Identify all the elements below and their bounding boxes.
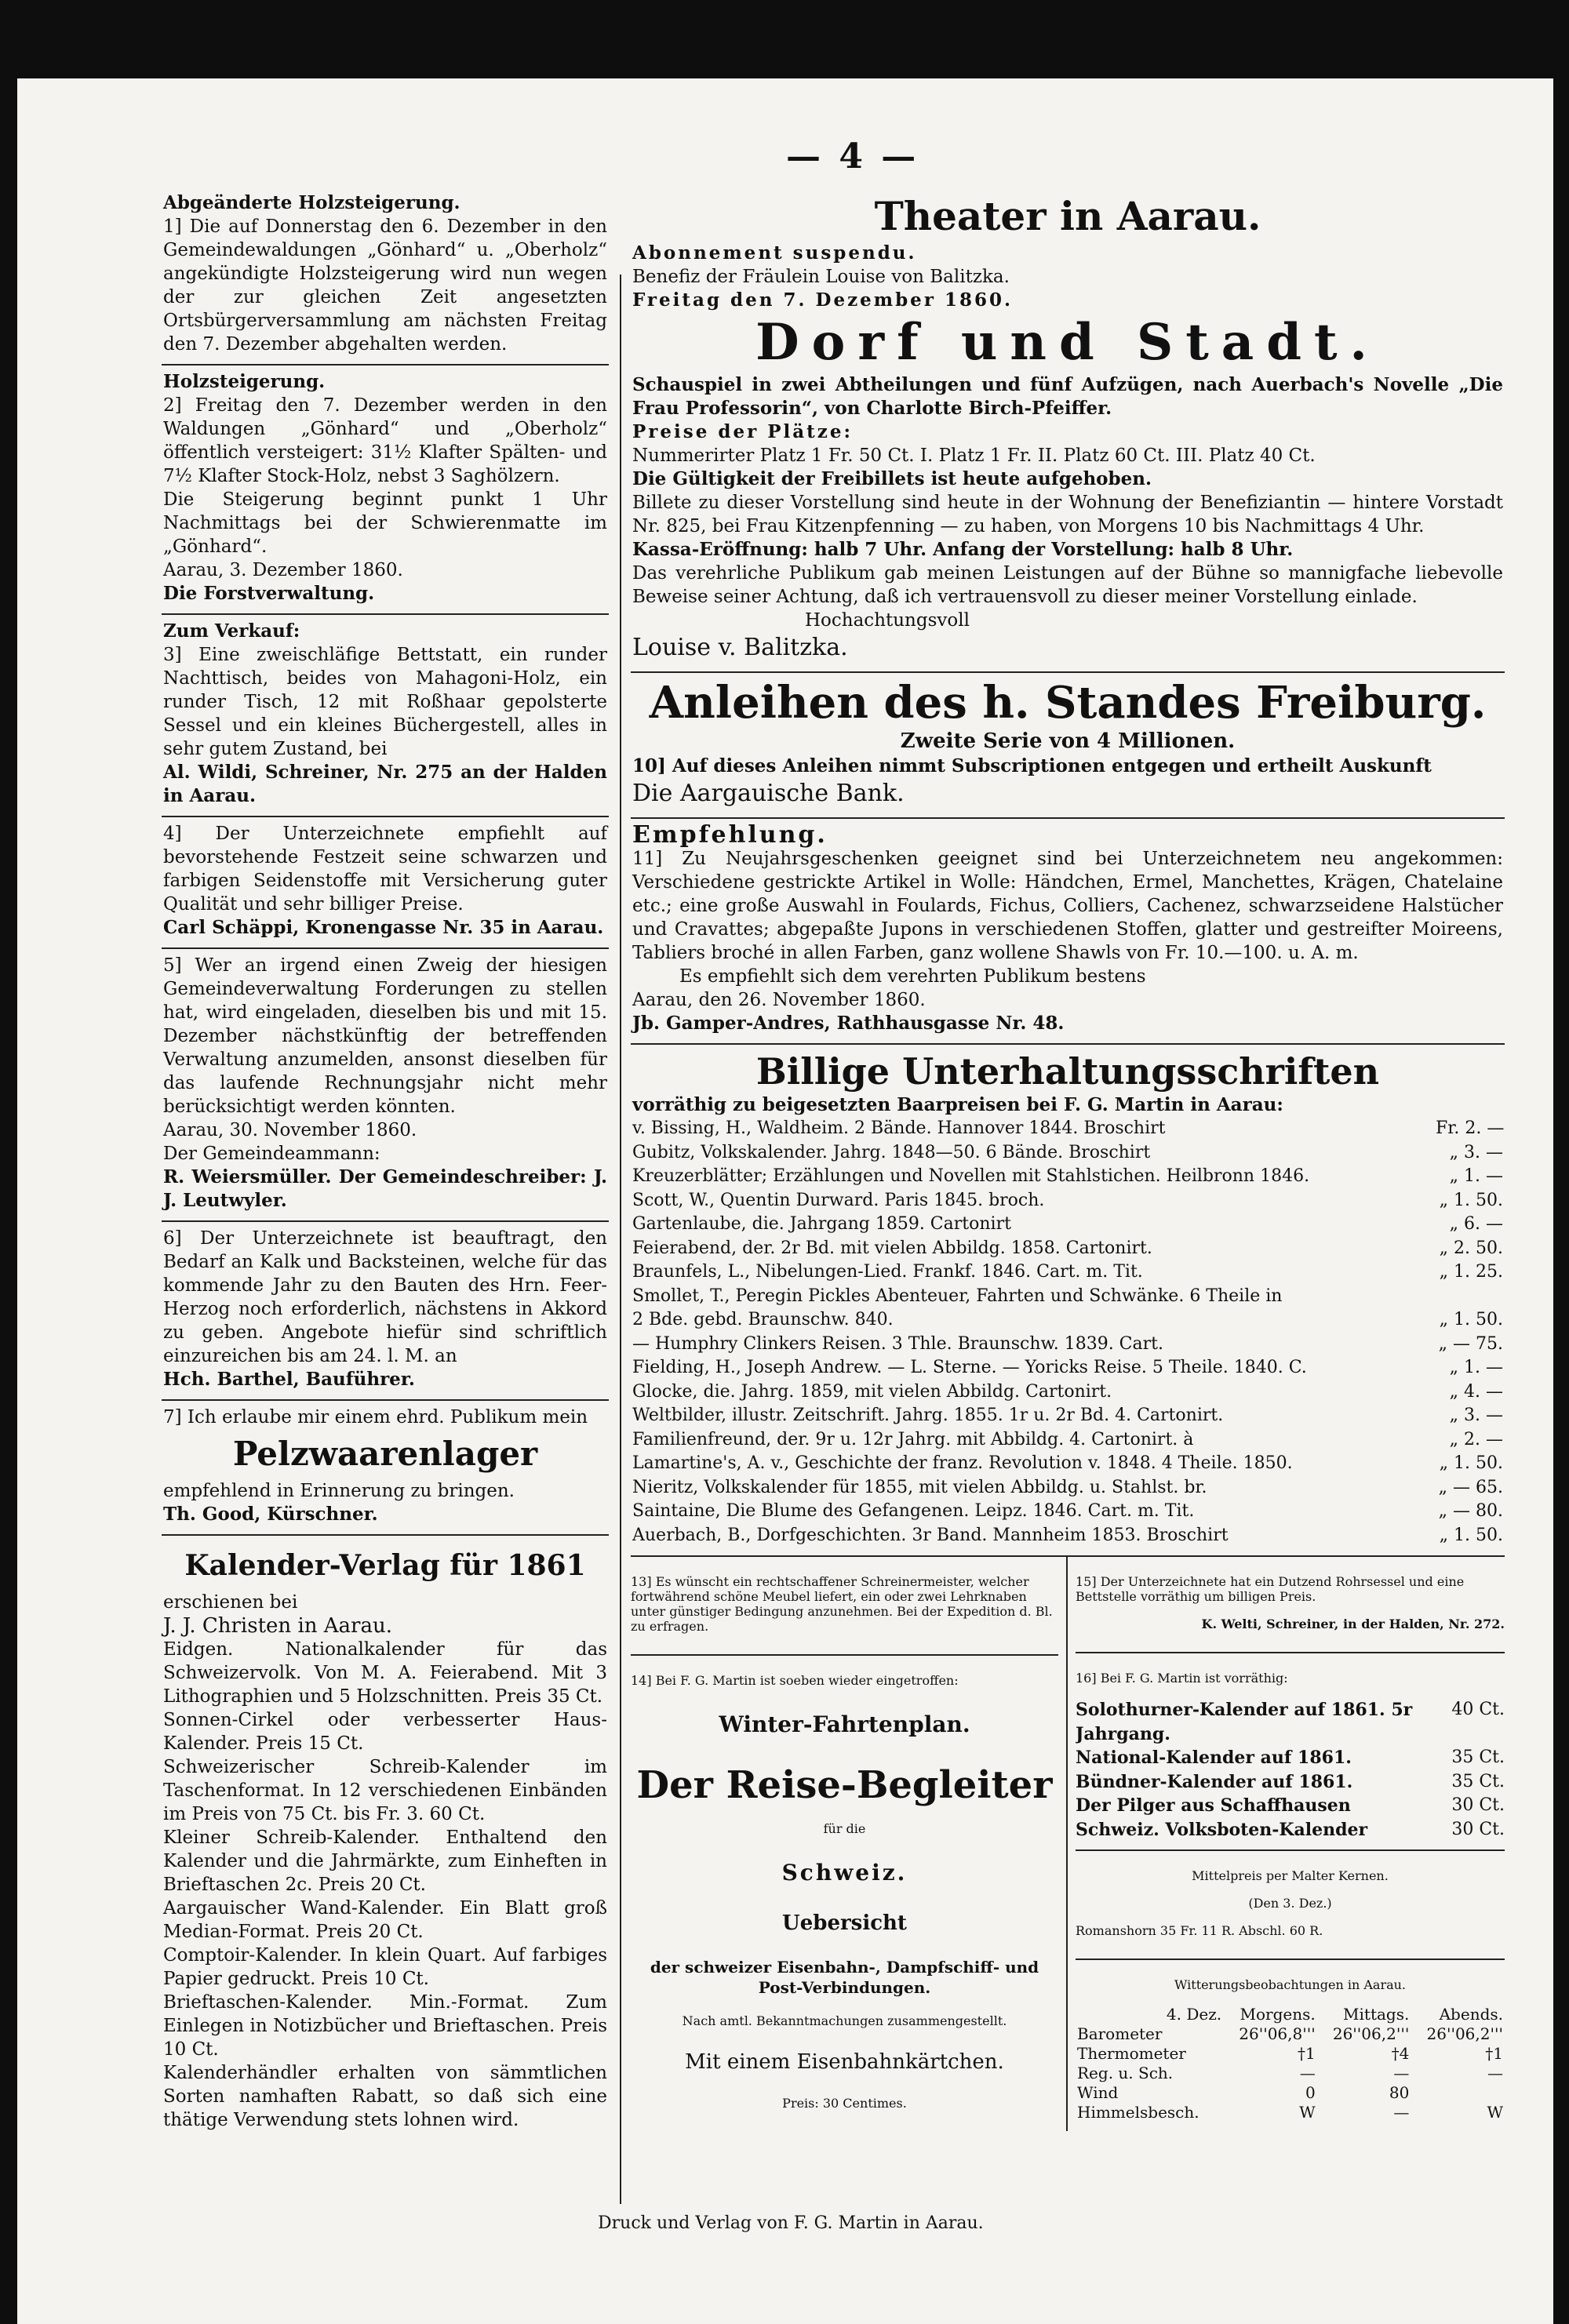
book-title: Kreuzerblätter; Erzählungen und Novellen mit Stahlstichen. Heilbronn 1846. bbox=[632, 1166, 1310, 1186]
book-price: „ 1. 50. bbox=[1439, 1453, 1503, 1473]
book-price: „ 3. — bbox=[1449, 1406, 1503, 1425]
left-ad-line: 6] Der Unterzeichnete ist beauftragt, den Bedarf an Kalk und Backsteinen, welche für das kommende Jahr zu den Bauten des Hrn. Feer-Herzog noch erforderlich, nächstens in Akkord zu geben. Angebote hiefür sind schriftlich einzureichen bis am 24. l. M. an bbox=[163, 1228, 607, 1366]
book-title: Scott, W., Quentin Durward. Paris 1845. broch. bbox=[632, 1190, 1045, 1210]
books-subtitle: vorräthig zu beigesetzten Baarpreisen bei F. G. Martin in Aarau: bbox=[632, 1094, 1283, 1115]
left-ad-headline: Pelzwaarenlager bbox=[232, 1435, 538, 1473]
left-ad-headline: Kalender-Verlag für 1861 bbox=[184, 1549, 586, 1582]
book-title: Fielding, H., Joseph Andrew. — L. Sterne. — Yoricks Reise. 5 Theile. 1840. C. bbox=[632, 1358, 1307, 1377]
market-date: (Den 3. Dez.) bbox=[1248, 1896, 1332, 1911]
ad-14 bbox=[631, 1656, 1058, 2131]
left-ad-line: Kleiner Schreib-Kalender. Enthaltend den Kalender und die Jahrmärkte, zum Einheften in Brieftaschen 2c. Preis 20 Ct. bbox=[163, 1828, 607, 1895]
book-price: „ 2. — bbox=[1449, 1429, 1503, 1449]
empfehlung-text2: Es empfiehlt sich dem verehrten Publikum bestens bbox=[679, 966, 1146, 987]
empfehlung-title: Empfehlung. bbox=[632, 821, 828, 849]
ad-16-text: 16] Bei F. G. Martin ist vorräthig: bbox=[1076, 1671, 1288, 1686]
book-item bbox=[632, 1404, 1503, 1428]
book-item bbox=[632, 1524, 1503, 1548]
book-item bbox=[632, 1380, 1503, 1405]
left-ad-line: Sonnen-Cirkel oder verbesserter Haus-Kalender. Preis 15 Ct. bbox=[163, 1710, 607, 1754]
weather-header-cell: Mittags. bbox=[1343, 2005, 1410, 2024]
show-times: Kassa-Eröffnung: halb 7 Uhr. Anfang der Vorstellung: halb 8 Uhr. bbox=[632, 539, 1294, 560]
left-ad-line: Schweizerischer Schreib-Kalender im Taschenformat. In 12 verschiedenen Einbänden im Preis von 75 Ct. bis Fr. 3. 60 Ct. bbox=[163, 1757, 607, 1824]
book-item bbox=[632, 1141, 1503, 1166]
ad-16 bbox=[1076, 1653, 1505, 1851]
calendar-title: Der Pilger aus Schaffhausen bbox=[1076, 1795, 1351, 1816]
empfehlung-text: 11] Zu Neujahrsgeschenken geeignet sind bei Unterzeichnetem neu angekommen: Verschiedene gestrickte Artikel in Wolle: Händchen, Ermel, Manchettes, Krägen, Chatelaine etc.; eine große Auswahl in Foulards, Fichus, Colliers, Cachenez, schwarzseidene Halstücher und Cravattes; abgepaßte Jupons in verschiedenen Stoffen, glatter und gestreifter Moireens, Tabliers broché in allen Farben, ganz wollene Shawls von Fr. 10.—100. u. A. m. bbox=[632, 849, 1503, 963]
weather-cell: †1 bbox=[1298, 2044, 1316, 2063]
left-ad-line: Der Gemeindeammann: bbox=[163, 1144, 380, 1164]
calendar-item bbox=[1076, 1746, 1505, 1770]
book-item bbox=[632, 1308, 1503, 1333]
left-ad-line: erschienen bei bbox=[163, 1592, 298, 1613]
book-price: Fr. 2. — bbox=[1436, 1118, 1505, 1138]
weather-cell: 80 bbox=[1389, 2083, 1410, 2102]
theater-line1: Abonnement suspendu. bbox=[632, 242, 917, 264]
left-ad-title: Zum Verkauf: bbox=[163, 620, 300, 642]
book-title: Glocke, die. Jahrg. 1859, mit vielen Abbildg. Cartonirt. bbox=[632, 1381, 1112, 1402]
left-ad-line: 3] Eine zweischläfige Bettstatt, ein runder Nachttisch, beides von Mahagoni-Holz, ein runder Tisch, 12 mit Roßhaar gepolsterte Sessel und ein kleines Büchergestell, alles in sehr gutem Zustand, bei bbox=[163, 645, 607, 759]
weather-row bbox=[1076, 2083, 1505, 2103]
weather-header-cell: 4. Dez. bbox=[1166, 2005, 1222, 2024]
book-title: v. Bissing, H., Waldheim. 2 Bände. Hannover 1844. Broschirt bbox=[632, 1118, 1166, 1138]
left-ad-8 bbox=[162, 1536, 609, 2140]
weather-cell: 26''06,2''' bbox=[1426, 2024, 1503, 2043]
book-title: 2 Bde. gebd. Braunschw. 840. bbox=[632, 1310, 894, 1329]
book-title: Gartenlaube, die. Jahrgang 1859. Cartonirt bbox=[632, 1214, 1011, 1234]
thanks-text: Das verehrliche Publikum gab meinen Leistungen auf der Bühne so mannigfache liebevolle Beweise seiner Achtung, daß ich vertrauensvoll zu dieser meiner Vorstellung einlade. bbox=[632, 563, 1503, 607]
left-ad-line: Comptoir-Kalender. In klein Quart. Auf farbiges Papier gedruckt. Preis 10 Ct. bbox=[163, 1945, 607, 1989]
left-ad-line: Aargauischer Wand-Kalender. Ein Blatt groß Median-Format. Preis 20 Ct. bbox=[163, 1898, 607, 1942]
left-ad-signature: Die Forstverwaltung. bbox=[163, 583, 375, 604]
left-ad-6 bbox=[162, 1222, 609, 1401]
book-item bbox=[632, 1476, 1503, 1500]
book-price: „ — 65. bbox=[1438, 1477, 1503, 1497]
weather-cell: Thermometer bbox=[1077, 2044, 1186, 2063]
weather-cell: Wind bbox=[1077, 2083, 1119, 2102]
theater-signature: Louise v. Balitzka. bbox=[632, 634, 848, 661]
weather-header-row bbox=[1076, 2005, 1505, 2024]
book-title: Weltbilder, illustr. Zeitschrift. Jahrg. 1855. 1r u. 2r Bd. 4. Cartonirt. bbox=[632, 1406, 1224, 1425]
theater-date: Freitag den 7. Dezember 1860. bbox=[632, 289, 1013, 311]
weather-cell: †4 bbox=[1391, 2044, 1410, 2063]
left-ad-1 bbox=[162, 187, 609, 366]
calendar-price: 35 Ct. bbox=[1451, 1748, 1505, 1767]
calendar-item bbox=[1076, 1698, 1505, 1746]
left-ad-title: Holzsteigerung. bbox=[163, 371, 326, 392]
book-title: Nieritz, Volkskalender für 1855, mit vielen Abbildg. u. Stahlst. br. bbox=[632, 1477, 1207, 1497]
book-title: Gubitz, Volkskalender. Jahrg. 1848—50. 6 Bände. Broschirt bbox=[632, 1142, 1151, 1162]
left-ad-5 bbox=[162, 949, 609, 1222]
left-ad-title: Abgeänderte Holzsteigerung. bbox=[163, 192, 461, 213]
reise-preis: Preis: 30 Centimes. bbox=[782, 2096, 907, 2111]
calendar-price: 30 Ct. bbox=[1451, 1819, 1505, 1839]
ad-15 bbox=[1076, 1557, 1505, 1653]
book-item bbox=[632, 1500, 1503, 1524]
book-price: „ 1. 50. bbox=[1439, 1525, 1503, 1545]
column-divider bbox=[620, 275, 621, 2204]
left-ad-after: empfehlend in Erinnerung zu bringen. bbox=[163, 1481, 515, 1501]
book-item bbox=[632, 1356, 1503, 1380]
ad-14-text: 14] Bei F. G. Martin ist soeben wieder eingetroffen: bbox=[631, 1673, 959, 1688]
left-ad-line: 5] Wer an irgend einen Zweig der hiesigen Gemeindeverwaltung Forderungen zu stellen hat, wird eingeladen, dieselben bis und mit 15. Dezember nächstkünftig der betreffenden Verwaltung anzumelden, ansonst dieselben für das laufende Rechnungsjahr nicht mehr berücksichtigt werden könnten. bbox=[163, 955, 607, 1117]
left-ad-signature: Hch. Barthel, Bauführer. bbox=[163, 1369, 415, 1390]
calendar-list bbox=[1076, 1698, 1505, 1842]
book-item bbox=[632, 1213, 1503, 1237]
empfehlung-signature: Jb. Gamper-Andres, Rathhausgasse Nr. 48. bbox=[632, 1013, 1065, 1034]
calendar-item bbox=[1076, 1818, 1505, 1842]
fuer-die: für die bbox=[823, 1821, 866, 1836]
weather-title: Witterungsbeobachtungen in Aarau. bbox=[1174, 1977, 1407, 1992]
left-ad-3 bbox=[162, 615, 609, 817]
prices-title: Preise der Plätze: bbox=[632, 421, 853, 442]
book-item bbox=[632, 1428, 1503, 1453]
book-price bbox=[1436, 1285, 1503, 1309]
book-item bbox=[632, 1452, 1503, 1476]
weather-row bbox=[1076, 2044, 1505, 2064]
left-ad-line: 4] Der Unterzeichnete empfiehlt auf bevorstehende Festzeit seine schwarzen und farbigen Seidenstoffe mit Versicherung guter Qualität und sehr billiger Preise. bbox=[163, 824, 607, 915]
book-item bbox=[632, 1165, 1503, 1189]
ad-15-text: 15] Der Unterzeichnete hat ein Dutzend Rohrsessel und eine Bettstelle vorräthig um billigen Preis. bbox=[1076, 1574, 1465, 1604]
left-ad-4 bbox=[162, 817, 609, 949]
left-ad-line: Kalenderhändler erhalten von sämmtlichen Sorten namhaften Rabatt, so daß sich eine thätige Verwendung stets lohnen wird. bbox=[163, 2063, 607, 2130]
market-prices bbox=[1076, 1851, 1505, 1960]
play-description: Schauspiel in zwei Abtheilungen und fünf Aufzügen, nach Auerbach's Novelle „Die Frau Professorin“, von Charlotte Birch-Pfeiffer. bbox=[632, 374, 1503, 419]
weather-cell: — bbox=[1487, 2064, 1503, 2082]
book-title: Saintaine, Die Blume des Gefangenen. Leipz. 1846. Cart. m. Tit. bbox=[632, 1501, 1195, 1521]
left-ad-line: 7] Ich erlaube mir einem ehrd. Publikum mein bbox=[163, 1407, 588, 1427]
uebersicht-desc: der schweizer Eisenbahn-, Dampfschiff- und Post-Verbindungen. bbox=[650, 1958, 1039, 1997]
left-ad-signature: Carl Schäppi, Kronengasse Nr. 35 in Aarau. bbox=[163, 917, 604, 938]
calendar-item bbox=[1076, 1794, 1505, 1818]
book-price: „ 3. — bbox=[1449, 1142, 1503, 1162]
weather-row bbox=[1076, 2103, 1505, 2122]
books-title: Billige Unterhaltungsschriften bbox=[755, 1050, 1380, 1093]
weather-cell: 26''06,8''' bbox=[1239, 2024, 1316, 2043]
book-title: Auerbach, B., Dorfgeschichten. 3r Band. Mannheim 1853. Broschirt bbox=[632, 1525, 1229, 1545]
anleihen-ad bbox=[631, 673, 1505, 819]
calendar-title: Solothurner-Kalender auf 1861. 5r Jahrgang. bbox=[1076, 1700, 1413, 1744]
book-price: „ 1. — bbox=[1449, 1358, 1503, 1377]
bottom-split bbox=[631, 1557, 1505, 2131]
greeting: Hochachtungsvoll bbox=[805, 610, 970, 631]
left-ad-signature: R. Weiersmüller. Der Gemeindeschreiber: J. J. Leutwyler. bbox=[163, 1166, 607, 1211]
theater-title: Theater in Aarau. bbox=[874, 193, 1261, 239]
weather-cell: †1 bbox=[1485, 2044, 1503, 2063]
weather-table bbox=[1076, 2005, 1505, 2122]
book-title: Smollet, T., Peregin Pickles Abenteuer, Fahrten und Schwänke. 6 Theile in bbox=[632, 1286, 1283, 1306]
book-title: Braunfels, L., Nibelungen-Lied. Frankf. 1846. Cart. m. Tit. bbox=[632, 1262, 1143, 1282]
book-price: „ 6. — bbox=[1449, 1214, 1503, 1234]
theater-line2: Benefiz der Fräulein Louise von Balitzka. bbox=[632, 267, 1010, 287]
left-ad-line: 1] Die auf Donnerstag den 6. Dezember in den Gemeindewaldungen „Gönhard“ u. „Oberholz“ angekündigte Holzsteigerung wird nun wegen der zur gleichen Zeit angesetzten Ortsbürgerversammlung am nächsten Freitag den 7. Dezember abgehalten werden. bbox=[163, 216, 607, 355]
play-title: Dorf und Stadt. bbox=[755, 313, 1380, 372]
book-item bbox=[632, 1189, 1503, 1213]
anleihen-signature: Die Aargauische Bank. bbox=[632, 780, 905, 807]
book-item bbox=[632, 1333, 1503, 1357]
weather-cell: — bbox=[1299, 2064, 1316, 2082]
book-price: „ 2. 50. bbox=[1439, 1238, 1503, 1258]
weather-cell: 26''06,2''' bbox=[1332, 2024, 1410, 2043]
left-ad-signature: Th. Good, Kürschner. bbox=[163, 1504, 378, 1525]
calendar-title: National-Kalender auf 1861. bbox=[1076, 1748, 1352, 1768]
weather-cell: 0 bbox=[1305, 2083, 1316, 2102]
book-price: „ 1. 25. bbox=[1439, 1262, 1503, 1282]
weather-cell: W bbox=[1487, 2103, 1503, 2122]
left-ad-line: J. J. Christen in Aarau. bbox=[163, 1614, 392, 1638]
book-title: Feierabend, der. 2r Bd. mit vielen Abbildg. 1858. Cartonirt. bbox=[632, 1238, 1152, 1258]
freibillet-note: Die Gültigkeit der Freibillets ist heute aufgehoben. bbox=[632, 468, 1152, 489]
ad-15-signature: K. Welti, Schreiner, in der Halden, Nr. 272. bbox=[1201, 1617, 1505, 1631]
calendar-title: Bündner-Kalender auf 1861. bbox=[1076, 1771, 1353, 1792]
calendar-item bbox=[1076, 1770, 1505, 1795]
calendar-price: 35 Ct. bbox=[1451, 1771, 1505, 1791]
book-item bbox=[632, 1285, 1503, 1309]
weather-cell: — bbox=[1393, 2103, 1410, 2122]
page-number: — 4 — bbox=[786, 136, 919, 176]
schweiz: Schweiz. bbox=[781, 1860, 908, 1886]
empfehlung-date: Aarau, den 26. November 1860. bbox=[632, 990, 926, 1010]
weather-row bbox=[1076, 2064, 1505, 2083]
book-list bbox=[632, 1117, 1503, 1548]
newspaper-page bbox=[17, 78, 1553, 2324]
left-ad-line: Brieftaschen-Kalender. Min.-Format. Zum Einlegen in Notizbücher und Brieftaschen. Preis 10 Ct. bbox=[163, 1992, 607, 2060]
left-ad-2 bbox=[162, 366, 609, 615]
anleihen-subtitle: Zweite Serie von 4 Millionen. bbox=[900, 729, 1236, 753]
weather-cell: — bbox=[1393, 2064, 1410, 2082]
weather-cell: Reg. u. Sch. bbox=[1077, 2064, 1174, 2082]
book-title: Familienfreund, der. 9r u. 12r Jahrg. mit Abbildg. 4. Cartonirt. à bbox=[632, 1429, 1194, 1449]
anleihen-line: 10] Auf dieses Anleihen nimmt Subscriptionen entgegen und ertheilt Auskunft bbox=[632, 755, 1432, 776]
imprint: Druck und Verlag von F. G. Martin in Aarau. bbox=[598, 2213, 984, 2233]
ad-13 bbox=[631, 1557, 1058, 1656]
eisenbahnkaertchen: Mit einem Eisenbahnkärtchen. bbox=[685, 2050, 1004, 2074]
left-ad-line: Aarau, 30. November 1860. bbox=[163, 1120, 417, 1140]
weather-header-cell: Morgens. bbox=[1240, 2005, 1316, 2024]
bottom-right bbox=[1068, 1557, 1505, 2131]
left-ad-line: 2] Freitag den 7. Dezember werden in den Waldungen „Gönhard“ und „Oberholz“ öffentlich versteigert: 31½ Klafter Spälten- und 7½ Klafter Stock-Holz, nebst 3 Saghölzern. bbox=[163, 395, 607, 486]
uebersicht: Uebersicht bbox=[782, 1911, 907, 1935]
right-column bbox=[631, 187, 1505, 2131]
empfehlung-ad bbox=[631, 819, 1505, 1045]
left-column bbox=[162, 187, 609, 2140]
weather-cell: Barometer bbox=[1077, 2024, 1163, 2043]
book-price: „ 1. 50. bbox=[1439, 1310, 1503, 1329]
book-price: „ — 80. bbox=[1438, 1501, 1503, 1521]
market-row: Romanshorn 35 Fr. 11 R. Abschl. 60 R. bbox=[1076, 1923, 1323, 1938]
left-ad-7 bbox=[162, 1401, 609, 1536]
book-item bbox=[632, 1237, 1503, 1261]
anleihen-title: Anleihen des h. Standes Freiburg. bbox=[649, 677, 1487, 729]
left-ad-signature: Al. Wildi, Schreiner, Nr. 275 an der Halden in Aarau. bbox=[163, 762, 607, 806]
weather-cell: W bbox=[1299, 2103, 1316, 2122]
weather-cell: Himmelsbesch. bbox=[1077, 2103, 1200, 2122]
left-ad-line: Aarau, 3. Dezember 1860. bbox=[163, 560, 403, 580]
books-ad bbox=[631, 1045, 1505, 1557]
reise-begleiter-title: Der Reise-Begleiter bbox=[636, 1763, 1053, 1807]
weather-header-cell: Abends. bbox=[1439, 2005, 1503, 2024]
book-price: „ 1. 50. bbox=[1439, 1190, 1503, 1210]
left-ad-line: Die Steigerung beginnt punkt 1 Uhr Nachmittags bei der Schwierenmatte im „Gönhard“. bbox=[163, 489, 607, 557]
market-title: Mittelpreis per Malter Kernen. bbox=[1192, 1868, 1389, 1883]
ad-13-text: 13] Es wünscht ein rechtschaffener Schreinermeister, welcher fortwährend schöne Meubel liefert, ein oder zwei Lehrknaben unter günstiger Bedingung anzunehmen. Bei der Expedition d. Bl. zu erfragen. bbox=[631, 1574, 1053, 1634]
nach-amtl: Nach amtl. Bekanntmachungen zusammengestellt. bbox=[682, 2013, 1007, 2028]
weather bbox=[1076, 1960, 1505, 2130]
book-price: „ — 75. bbox=[1438, 1333, 1503, 1354]
winter-fahrtenplan: Winter-Fahrtenplan. bbox=[719, 1711, 970, 1737]
calendar-title: Schweiz. Volksboten-Kalender bbox=[1076, 1819, 1368, 1840]
book-title: Lamartine's, A. v., Geschichte der franz. Revolution v. 1848. 4 Theile. 1850. bbox=[632, 1453, 1293, 1473]
bottom-left bbox=[631, 1557, 1068, 2131]
ticket-info: Billete zu dieser Vorstellung sind heute in der Wohnung der Benefiziantin — hintere Vorstadt Nr. 825, bei Frau Kitzenpfenning — zu haben, von Morgens 10 bis Nachmittags 4 Uhr. bbox=[632, 493, 1503, 536]
book-price: „ 4. — bbox=[1449, 1381, 1503, 1402]
calendar-price: 30 Ct. bbox=[1451, 1795, 1505, 1815]
weather-cell bbox=[1411, 2083, 1505, 2103]
left-ad-line: Eidgen. Nationalkalender für das Schweizervolk. Von M. A. Feierabend. Mit 3 Lithographien und 5 Holzschnitten. Preis 35 Ct. bbox=[163, 1639, 607, 1707]
calendar-price: 40 Ct. bbox=[1451, 1700, 1505, 1719]
weather-row bbox=[1076, 2024, 1505, 2044]
book-price: „ 1. — bbox=[1449, 1166, 1503, 1186]
book-item bbox=[632, 1117, 1503, 1141]
prices: Nummerirter Platz 1 Fr. 50 Ct. I. Platz 1 Fr. II. Platz 60 Ct. III. Platz 40 Ct. bbox=[632, 446, 1316, 466]
theater-ad bbox=[631, 187, 1505, 673]
book-item bbox=[632, 1260, 1503, 1285]
book-title: — Humphry Clinkers Reisen. 3 Thle. Braunschw. 1839. Cart. bbox=[632, 1333, 1163, 1354]
